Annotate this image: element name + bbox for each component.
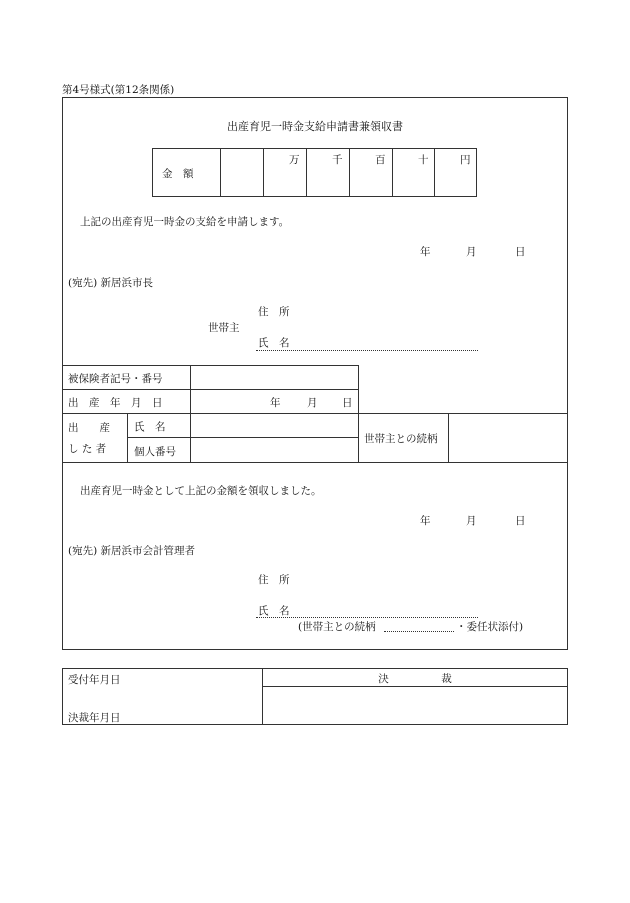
receipt-date-year: 年 [420,515,431,527]
application-date-day: 日 [515,246,526,258]
form-number: 第4号様式(第12条関係) [62,84,175,96]
proxy-note-prefix: (世帯主との続柄 [298,621,376,633]
insured-symbol-field[interactable] [192,367,356,388]
amount-unit-juu: 十 [418,154,429,166]
mother-label-line1: 出 産 [68,422,110,434]
birth-date-label: 出 産 年 月 日 [68,397,163,409]
householder-address-label: 住 所 [258,306,290,318]
personal-number-label: 個人番号 [134,446,176,458]
relation-field[interactable] [450,415,566,460]
personal-number-field[interactable] [192,439,356,460]
application-date-month: 月 [466,246,477,258]
receipt-statement: 出産育児一時金として上記の金額を領収しました。 [80,485,322,497]
receipt-name-field[interactable] [256,617,478,618]
mother-name-label: 氏 名 [134,421,166,433]
amount-unit-en: 円 [460,154,471,166]
birth-date-day: 日 [342,397,353,409]
application-addressee: (宛先) 新居浜市長 [68,277,154,289]
form-title: 出産育児一時金支給申請書兼領収書 [227,120,403,133]
householder-label: 世帯主 [208,322,240,334]
amount-label: 金 額 [162,168,194,180]
mother-name-field[interactable] [192,415,356,436]
proxy-note-suffix: ・委任状添付) [456,621,524,633]
receipt-address-label: 住 所 [258,574,290,586]
receipt-addressee: (宛先) 新居浜市会計管理者 [68,545,196,557]
received-date-label: 受付年月日 [68,674,121,686]
mother-label-line2: し た 者 [68,443,107,455]
insured-symbol-label: 被保険者記号・番号 [68,373,163,385]
birth-date-year: 年 [270,397,281,409]
decision-label: 決 裁 [378,673,452,685]
birth-date-month: 月 [307,397,318,409]
application-date-year: 年 [420,246,431,258]
amount-unit-man: 万 [289,154,300,166]
amount-unit-sen: 千 [332,154,343,166]
householder-name-label: 氏 名 [258,337,290,349]
application-statement: 上記の出産育児一時金の支給を申請します。 [80,216,290,228]
proxy-relation-field[interactable] [384,631,454,632]
receipt-date-day: 日 [515,515,526,527]
decision-date-label: 決裁年月日 [68,712,121,724]
householder-name-field[interactable] [256,350,478,351]
relation-label: 世帯主との続柄 [364,433,438,445]
receipt-name-label: 氏 名 [258,605,290,617]
amount-digit-cell[interactable] [220,166,263,182]
amount-unit-hyaku: 百 [375,154,386,166]
decision-stamp-area[interactable] [264,688,566,723]
receipt-date-month: 月 [466,515,477,527]
